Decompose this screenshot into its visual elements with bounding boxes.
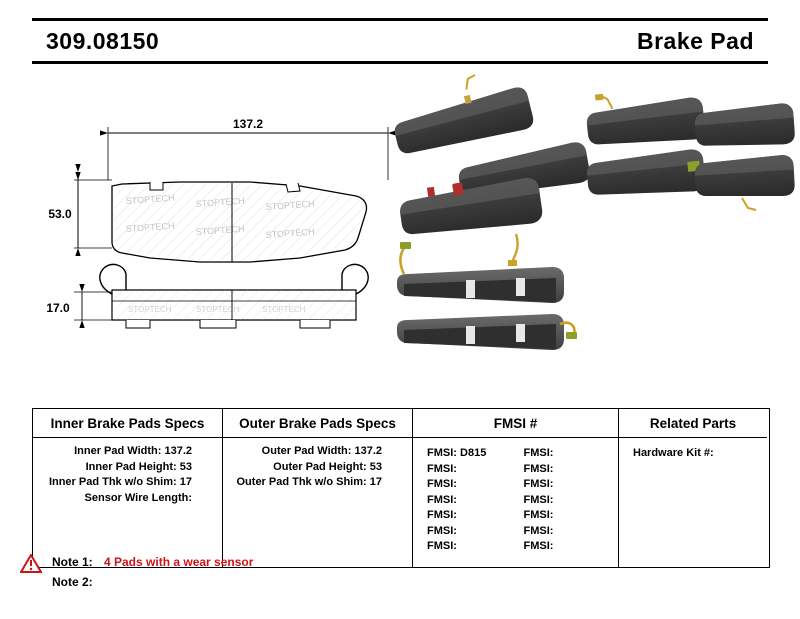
spec-row <box>39 475 216 491</box>
fmsi-label: FMSI: <box>427 540 457 552</box>
spec-label: Inner Pad Width: <box>74 445 162 457</box>
fmsi-label: FMSI: <box>523 462 554 475</box>
spec-value: 53 <box>369 460 382 473</box>
spec-value: 137.2 <box>164 445 192 457</box>
pad-photo-side-views <box>397 242 577 350</box>
related-parts-header: Related Parts <box>619 409 767 438</box>
spec-row <box>39 491 216 507</box>
dim-width-label: 137.2 <box>232 117 264 131</box>
fmsi-body <box>413 438 618 567</box>
fmsi-label: FMSI: <box>523 509 554 521</box>
outer-pad-specs-body <box>223 438 412 562</box>
fmsi-label: FMSI: <box>523 540 554 552</box>
fmsi-value: D815 <box>460 447 487 459</box>
drawing-svg <box>0 62 800 392</box>
related-row <box>625 444 761 462</box>
spec-row <box>229 444 406 460</box>
fmsi-row <box>524 446 613 462</box>
spec-value: 17 <box>369 476 382 488</box>
svg-text:STOPTECH: STOPTECH <box>195 223 245 237</box>
front-view-outline <box>48 117 388 262</box>
spec-label: Inner Pad Height: <box>85 460 177 473</box>
fmsi-label: FMSI: <box>523 478 554 490</box>
spec-row <box>229 475 406 491</box>
outer-pad-specs-column <box>223 409 413 567</box>
fmsi-row <box>524 508 613 524</box>
notes-section <box>52 552 552 592</box>
svg-text:STOPTECH: STOPTECH <box>262 305 306 314</box>
fmsi-row <box>524 462 613 478</box>
note-1-label: Note 1: <box>52 555 93 569</box>
related-parts-body <box>619 438 767 562</box>
fmsi-label: FMSI: <box>427 509 457 521</box>
fmsi-right-column <box>516 446 613 555</box>
pad-photo-group-left <box>386 64 592 266</box>
specifications-table <box>32 408 770 568</box>
svg-text:STOPTECH: STOPTECH <box>128 305 172 314</box>
note-row-1 <box>52 552 552 572</box>
svg-text:STOPTECH: STOPTECH <box>195 195 245 209</box>
spec-label: Outer Pad Height: <box>273 460 367 473</box>
warning-icon <box>20 554 42 573</box>
spec-label: Inner Pad Thk w/o Shim: <box>48 476 177 488</box>
spec-value: 17 <box>179 476 192 488</box>
document-header <box>32 18 768 64</box>
fmsi-row <box>427 493 516 509</box>
svg-text:STOPTECH: STOPTECH <box>125 220 175 234</box>
svg-text:STOPTECH: STOPTECH <box>196 305 240 314</box>
fmsi-label: FMSI: <box>427 524 457 537</box>
fmsi-label: FMSI: <box>427 478 457 490</box>
fmsi-row <box>524 524 613 540</box>
side-view-outline <box>46 264 368 328</box>
related-label: Hardware Kit #: <box>633 447 714 459</box>
related-parts-column <box>619 409 767 567</box>
fmsi-row <box>427 524 516 540</box>
spec-row <box>229 460 406 476</box>
spec-label: Outer Pad Thk w/o Shim: <box>236 476 367 488</box>
part-number: 309.08150 <box>46 27 160 54</box>
fmsi-left-column <box>419 446 516 555</box>
inner-pad-specs-body <box>33 438 222 562</box>
fmsi-row <box>427 462 516 478</box>
note-2-label: Note 2: <box>52 575 93 589</box>
fmsi-row <box>427 508 516 524</box>
spec-value: 53 <box>179 460 192 473</box>
spec-label: Sensor Wire Length: <box>84 491 192 504</box>
document-type-title: Brake Pad <box>636 27 754 54</box>
fmsi-row <box>524 493 613 509</box>
fmsi-row <box>427 477 516 493</box>
inner-pad-specs-column <box>33 409 223 567</box>
fmsi-label: FMSI: <box>523 447 554 459</box>
outer-pad-specs-header: Outer Brake Pads Specs <box>223 409 412 438</box>
fmsi-header: FMSI # <box>413 409 618 438</box>
fmsi-label: FMSI: <box>427 462 457 475</box>
dim-thickness-label: 17.0 <box>46 301 70 315</box>
fmsi-label: FMSI: <box>523 493 554 506</box>
inner-pad-specs-header: Inner Brake Pads Specs <box>33 409 222 438</box>
spec-label: Outer Pad Width: <box>261 445 352 457</box>
fmsi-label: FMSI: <box>523 524 554 537</box>
dim-height-label: 53.0 <box>48 207 72 221</box>
svg-text:STOPTECH: STOPTECH <box>265 198 315 212</box>
fmsi-row <box>427 446 516 462</box>
fmsi-row <box>524 477 613 493</box>
svg-text:STOPTECH: STOPTECH <box>265 226 315 240</box>
svg-text:STOPTECH: STOPTECH <box>125 192 175 206</box>
spec-row <box>39 460 216 476</box>
brake-pad-technical-drawing <box>0 62 800 392</box>
spec-value: 137.2 <box>354 445 382 457</box>
pad-photo-group-right <box>584 83 796 210</box>
note-row-2 <box>52 572 552 592</box>
fmsi-column <box>413 409 619 567</box>
fmsi-label: FMSI: <box>427 493 457 506</box>
note-1-text: 4 Pads with a wear sensor <box>104 555 254 569</box>
spec-row <box>39 444 216 460</box>
fmsi-label: FMSI: <box>427 447 457 459</box>
